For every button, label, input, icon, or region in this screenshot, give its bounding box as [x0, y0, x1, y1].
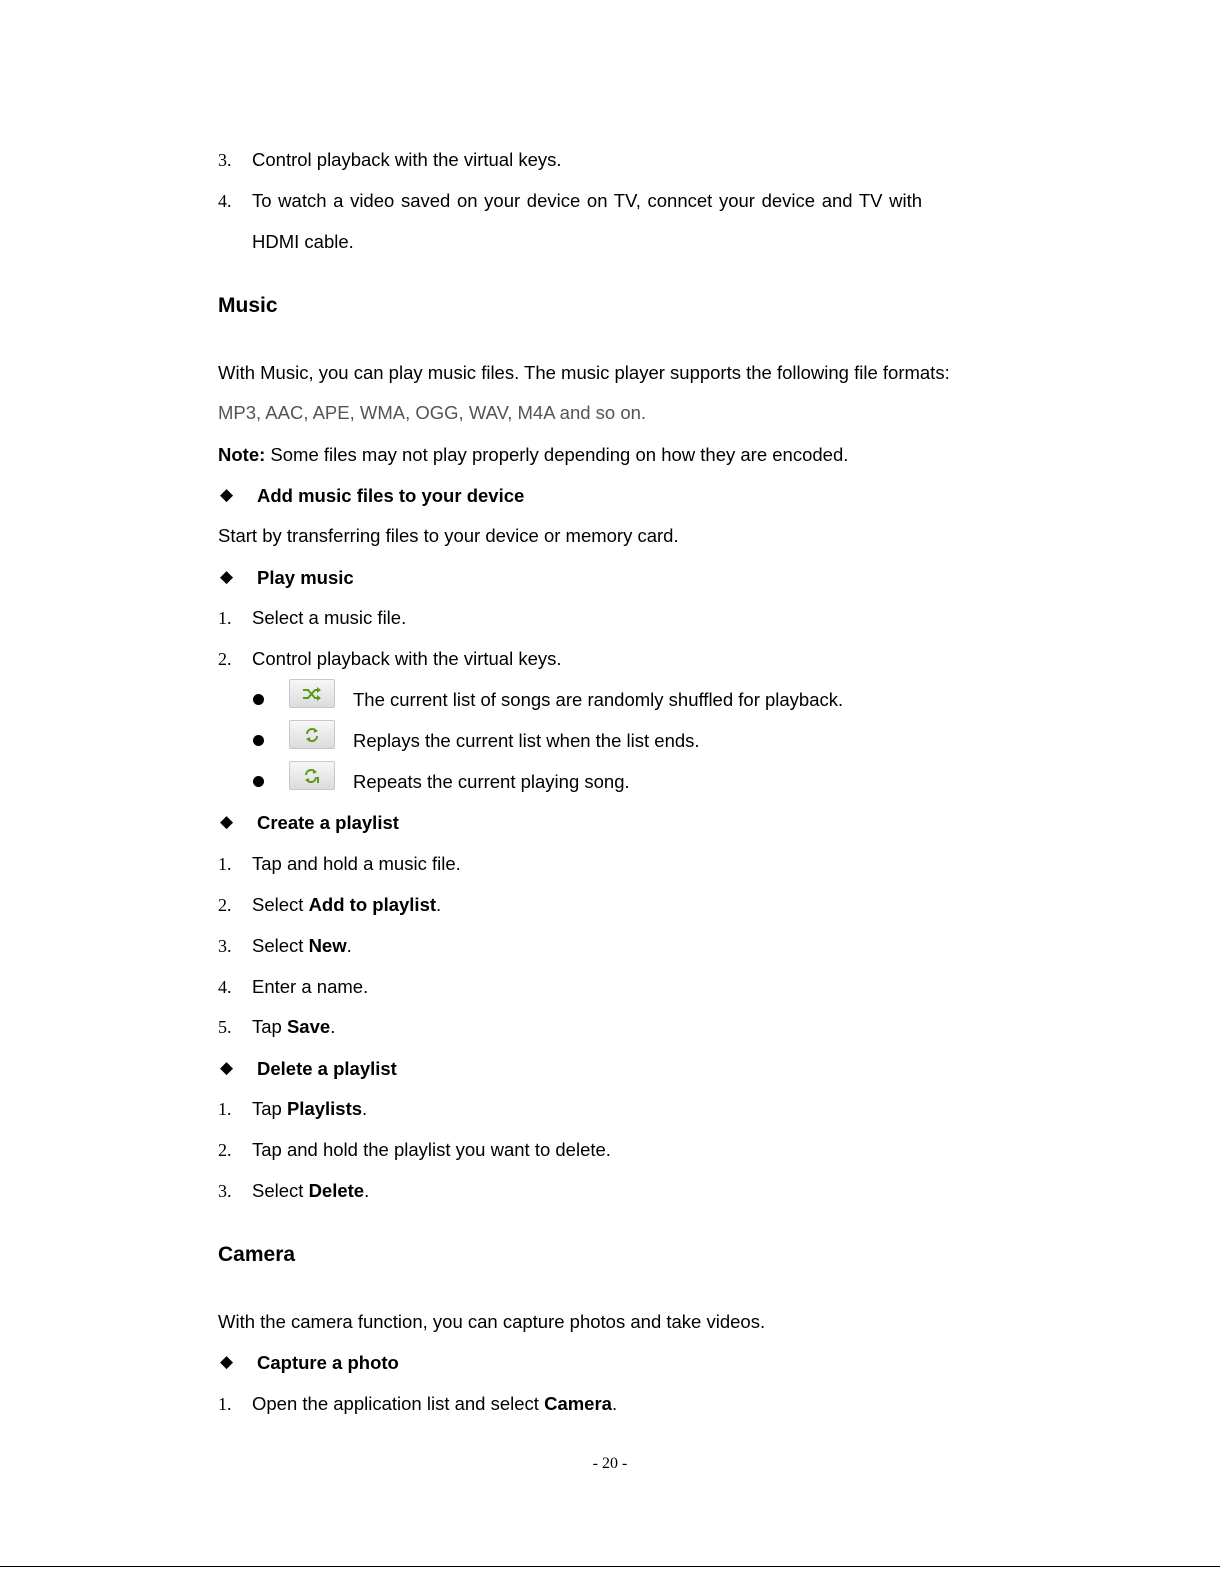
step-number: 3. — [218, 936, 232, 956]
step-number: 1. — [218, 1099, 232, 1119]
diamond-bullet-icon: ◆ — [220, 812, 234, 831]
step-text: Control playback with the virtual keys. — [252, 648, 562, 669]
step-text-bold: Delete — [308, 1180, 365, 1201]
music-note — [218, 444, 848, 466]
step-number: 1. — [218, 1394, 232, 1414]
repeat-one-icon — [289, 761, 335, 790]
step-text-bold: Add to playlist — [308, 894, 437, 915]
diamond-bullet-icon: ◆ — [220, 1352, 234, 1371]
step-text-plain: Tap — [252, 1098, 287, 1119]
music-formats: MP3, AAC, APE, WMA, OGG, WAV, M4A and so on. — [218, 402, 647, 423]
step-text-plain: Select — [252, 894, 309, 915]
step-text-plain: Select — [252, 935, 309, 956]
step-text: To watch a video saved on your device on TV, conncet your device and TV with — [252, 190, 923, 211]
delete-playlist-heading: Delete a playlist — [257, 1058, 397, 1079]
repeat-all-icon — [289, 720, 335, 749]
step-number: 1. — [218, 854, 232, 874]
step-text-plain: Tap and hold the playlist you want to delete. — [252, 1139, 611, 1160]
bullet-dot — [253, 735, 264, 746]
step-text-plain: Enter a name. — [252, 976, 369, 997]
step-text-punct: . — [611, 1393, 618, 1414]
diamond-bullet-icon: ◆ — [220, 567, 234, 586]
shuffle-icon — [289, 679, 335, 708]
step-text-bold: Camera — [544, 1393, 612, 1414]
step-text: Control playback with the virtual keys. — [252, 149, 562, 170]
step-text — [252, 1098, 367, 1120]
camera-heading: Camera — [218, 1243, 296, 1266]
repeat-one-description: Repeats the current playing song. — [353, 771, 630, 792]
step-text-plain: Open the application list and select — [252, 1393, 545, 1414]
step-text: Select a music file. — [252, 607, 407, 628]
note-label: Note: — [218, 444, 266, 465]
capture-photo-heading: Capture a photo — [257, 1352, 399, 1373]
step-number: 2. — [218, 895, 232, 915]
step-number: 3. — [218, 1181, 232, 1201]
step-text-punct: . — [436, 894, 442, 915]
diamond-bullet-icon: ◆ — [220, 1058, 234, 1077]
step-text-punct: . — [330, 1016, 336, 1037]
step-number: 4. — [218, 977, 232, 997]
camera-intro: With the camera function, you can capture photos and take videos. — [218, 1311, 766, 1332]
step-text-punct: . — [346, 935, 352, 956]
bottom-rule — [0, 1566, 1220, 1567]
music-heading: Music — [218, 294, 278, 317]
step-number: 5. — [218, 1017, 232, 1037]
add-music-heading: Add music files to your device — [257, 485, 525, 506]
step-text-plain: Select — [252, 1180, 309, 1201]
add-music-text: Start by transferring files to your device or memory card. — [218, 525, 679, 546]
step-text-punct: . — [362, 1098, 368, 1119]
step-text — [252, 1139, 611, 1161]
step-text — [252, 853, 461, 875]
step-text-plain: Tap — [252, 1016, 287, 1037]
step-text-bold: Playlists — [286, 1098, 363, 1119]
shuffle-description: The current list of songs are randomly shuffled for playback. — [353, 689, 844, 710]
music-intro: With Music, you can play music files. The music player supports the following file formats: — [218, 362, 950, 383]
step-text — [252, 1393, 617, 1415]
step-text-bold: Save — [286, 1016, 331, 1037]
step-text — [252, 1016, 335, 1038]
step-number: 1. — [218, 608, 232, 628]
page-number: - 20 - — [592, 1455, 628, 1472]
step-text — [252, 894, 441, 916]
step-text — [252, 935, 352, 957]
bullet-dot — [253, 694, 264, 705]
play-music-heading: Play music — [257, 567, 354, 588]
step-text-continued: HDMI cable. — [252, 231, 354, 252]
create-playlist-heading: Create a playlist — [257, 812, 399, 833]
step-number: 2. — [218, 1140, 232, 1160]
diamond-bullet-icon: ◆ — [220, 485, 234, 504]
bullet-dot — [253, 776, 264, 787]
step-text-punct: . — [364, 1180, 370, 1201]
step-number: 4. — [218, 191, 232, 211]
repeat-all-description: Replays the current list when the list ends. — [353, 730, 700, 751]
step-number: 2. — [218, 649, 232, 669]
step-text — [252, 1180, 369, 1202]
step-text — [252, 976, 368, 998]
step-text-bold: New — [308, 935, 347, 956]
step-text-plain: Tap and hold a music file. — [252, 853, 461, 874]
note-text: Some files may not play properly depending on how they are encoded. — [265, 444, 849, 465]
step-number: 3. — [218, 150, 232, 170]
